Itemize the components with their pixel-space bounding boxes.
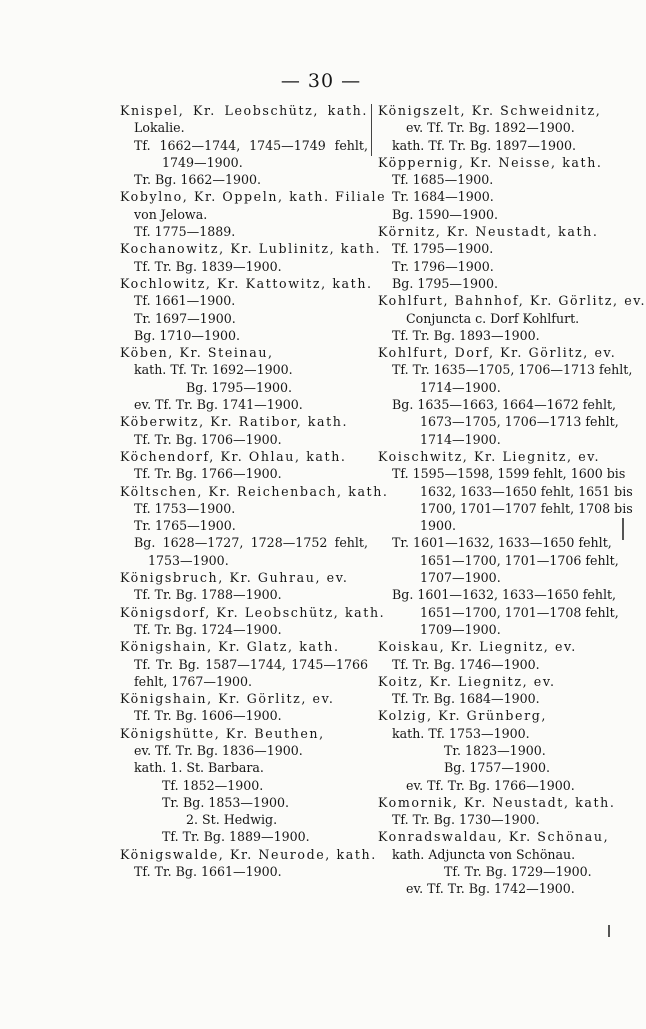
entry-line: Tf. 1795—1900. — [392, 241, 494, 257]
register-entry — [120, 188, 387, 240]
entry-heading: Kolzig, Kr. Grünberg, — [378, 708, 547, 724]
entry-line: ev. Tf. Tr. Bg. 1836—1900. — [134, 742, 303, 758]
entry-heading: Königsbruch, Kr. Guhrau, ev. — [120, 570, 349, 586]
entry-heading: Kohlfurt, Bahnhof, Kr. Görlitz, ev. — [378, 293, 646, 309]
entry-line: Tr. 1823—1900. — [444, 742, 546, 758]
register-entry — [378, 223, 618, 292]
entry-line: Bg. 1710—1900. — [134, 327, 241, 343]
entry-heading: Körnitz, Kr. Neustadt, kath. — [378, 224, 599, 240]
entry-heading: Köppernig, Kr. Neisse, kath. — [378, 154, 603, 170]
register-entry — [378, 707, 618, 793]
entry-line: 1753—1900. — [148, 552, 229, 568]
right-column — [378, 102, 646, 898]
entry-line: Tf. Tr. 1635—1705, 1706—1713 fehlt, — [392, 362, 633, 378]
entry-line: Tf. Tr. Bg. 1606—1900. — [134, 708, 282, 724]
register-entry — [378, 448, 633, 638]
entry-line: Tf. Tr. Bg. 1788—1900. — [134, 587, 282, 603]
entry-heading: Kochanowitz, Kr. Lublinitz, kath. — [120, 241, 382, 257]
entry-line: Tr. 1601—1632, 1633—1650 fehlt, — [392, 535, 612, 551]
entry-line: Tf. Tr. Bg. 1684—1900. — [392, 691, 540, 707]
register-entry — [120, 240, 382, 275]
entry-heading: Koitz, Kr. Liegnitz, ev. — [378, 673, 556, 689]
register-entry — [120, 690, 368, 725]
entry-heading: Königswalde, Kr. Neurode, kath. — [120, 846, 377, 862]
entry-line: Bg. 1795—1900. — [392, 275, 499, 291]
register-entry — [378, 673, 618, 708]
entry-line: 1709—1900. — [420, 621, 501, 637]
entry-line: Tr. 1765—1900. — [134, 518, 236, 534]
register-entry — [120, 725, 368, 846]
entry-line: ev. Tf. Tr. Bg. 1766—1900. — [406, 777, 575, 793]
entry-line: Tr. Bg. 1853—1900. — [162, 794, 290, 810]
entry-line: 1714—1900. — [420, 431, 501, 447]
entry-line: Tf. Tr. Bg. 1893—1900. — [392, 327, 540, 343]
entry-line: Bg. 1590—1900. — [392, 206, 499, 222]
entry-line: Tf. Tr. Bg. 1661—1900. — [134, 864, 282, 880]
entry-line: Tf. Tr. Bg. 1839—1900. — [134, 258, 282, 274]
register-entry — [378, 292, 646, 344]
entry-line: 1700, 1701—1707 fehlt, 1708 bis — [420, 500, 633, 516]
entry-line: Tf. Tr. Bg. 1766—1900. — [134, 466, 282, 482]
entry-heading: Konradswaldau, Kr. Schönau, — [378, 829, 610, 845]
entry-heading: Königshütte, Kr. Beuthen, — [120, 725, 325, 741]
entry-line: Tf. 1595—1598, 1599 fehlt, 1600 bis — [392, 466, 626, 482]
entry-line: Tf. Tr. Bg. 1746—1900. — [392, 656, 540, 672]
entry-line: Tr. 1684—1900. — [392, 189, 494, 205]
entry-line: Tf. 1661—1900. — [134, 293, 236, 309]
register-entry — [120, 275, 373, 344]
entry-line: kath. Tf. Tr. 1692—1900. — [134, 362, 293, 378]
entry-line: 1651—1700, 1701—1706 fehlt, — [420, 552, 619, 568]
entry-heading: Kochlowitz, Kr. Kattowitz, kath. — [120, 275, 373, 291]
entry-line: 2. St. Hedwig. — [186, 812, 278, 828]
register-entry — [378, 828, 618, 897]
entry-line: ev. Tf. Tr. Bg. 1892—1900. — [406, 120, 575, 136]
entry-line: kath. 1. St. Barbara. — [134, 760, 264, 776]
entry-line: 1707—1900. — [420, 570, 501, 586]
entry-heading: Kobylno, Kr. Oppeln, kath. Filiale — [120, 189, 387, 205]
register-entry — [378, 154, 618, 223]
entry-line: 1749—1900. — [162, 154, 243, 170]
entry-heading: Köben, Kr. Steinau, — [120, 345, 274, 361]
entry-line: Bg. 1601—1632, 1633—1650 fehlt, — [392, 587, 617, 603]
entry-heading: Koischwitz, Kr. Liegnitz, ev. — [378, 448, 601, 464]
register-entry — [120, 638, 368, 690]
entry-heading: Köberwitz, Kr. Ratibor, kath. — [120, 414, 349, 430]
entry-line: Tf. 1685—1900. — [392, 172, 494, 188]
entry-line: Tf. Tr. Bg. 1587—1744, 1745—1766 — [134, 656, 368, 672]
entry-heading: Königszelt, Kr. Schweidnitz, — [378, 103, 602, 118]
entry-line: ev. Tf. Tr. Bg. 1742—1900. — [406, 881, 575, 897]
entry-line: ev. Tf. Tr. Bg. 1741—1900. — [134, 397, 303, 413]
entry-line: Tf. Tr. Bg. 1730—1900. — [392, 812, 540, 828]
register-entry — [120, 604, 386, 639]
entry-line: Bg. 1795—1900. — [186, 379, 293, 395]
entry-line: Tf. 1775—1889. — [134, 224, 236, 240]
entry-heading: Königsdorf, Kr. Leobschütz, kath. — [120, 604, 386, 620]
entry-line: Tf. Tr. Bg. 1724—1900. — [134, 621, 282, 637]
entry-line: kath. Adjuncta von Schönau. — [392, 846, 576, 862]
register-entry — [378, 794, 618, 829]
entry-line: Conjuncta c. Dorf Kohlfurt. — [406, 310, 580, 326]
entry-line: Tf. Tr. Bg. 1706—1900. — [134, 431, 282, 447]
left-column — [120, 102, 389, 880]
entry-line: fehlt, 1767—1900. — [134, 673, 253, 689]
entry-line: Bg. 1757—1900. — [444, 760, 551, 776]
margin-mark — [622, 518, 624, 540]
entry-line: kath. Tf. Tr. Bg. 1897—1900. — [392, 137, 576, 153]
register-entry — [120, 448, 368, 483]
register-entry — [120, 102, 368, 188]
entry-heading: Költschen, Kr. Reichenbach, kath. — [120, 483, 389, 499]
entry-line: kath. Tf. 1753—1900. — [392, 725, 530, 741]
entry-heading: Kohlfurt, Dorf, Kr. Görlitz, ev. — [378, 345, 617, 361]
register-entry — [120, 483, 389, 569]
entry-line: Tf. 1662—1744, 1745—1749 fehlt, — [134, 137, 368, 153]
entry-line: Tf. Tr. Bg. 1729—1900. — [444, 864, 592, 880]
entry-line: Bg. 1635—1663, 1664—1672 fehlt, — [392, 397, 617, 413]
entry-line: Tr. 1796—1900. — [392, 258, 494, 274]
register-entry — [120, 846, 377, 881]
entry-line: Tf. 1753—1900. — [134, 500, 236, 516]
page-number: — 30 — — [280, 70, 362, 92]
entry-line: 1900. — [420, 518, 457, 534]
register-entry — [120, 413, 368, 448]
entry-line: 1651—1700, 1701—1708 fehlt, — [420, 604, 619, 620]
entry-line: Tf. 1852—1900. — [162, 777, 264, 793]
entry-line: Tr. Bg. 1662—1900. — [134, 172, 262, 188]
entry-line: von Jelowa. — [134, 206, 208, 222]
entry-line: Bg. 1628—1727, 1728—1752 fehlt, — [134, 535, 368, 551]
entry-line: Tr. 1697—1900. — [134, 310, 236, 326]
margin-mark — [608, 925, 610, 937]
register-entry — [378, 102, 618, 154]
entry-heading: Knispel, Kr. Leobschütz, kath. — [120, 103, 368, 118]
entry-heading: Königshain, Kr. Glatz, kath. — [120, 639, 340, 655]
entry-line: Tf. Tr. Bg. 1889—1900. — [162, 829, 310, 845]
entry-heading: Königshain, Kr. Görlitz, ev. — [120, 691, 335, 707]
register-entry — [120, 344, 368, 413]
entry-line: 1714—1900. — [420, 379, 501, 395]
entry-line: 1673—1705, 1706—1713 fehlt, — [420, 414, 619, 430]
entry-heading: Köchendorf, Kr. Ohlau, kath. — [120, 448, 347, 464]
entry-line: Lokalie. — [134, 120, 185, 136]
register-entry — [120, 569, 368, 604]
column-divider — [371, 104, 372, 156]
entry-heading: Koiskau, Kr. Liegnitz, ev. — [378, 639, 577, 655]
register-entry — [378, 344, 633, 448]
entry-line: 1632, 1633—1650 fehlt, 1651 bis — [420, 483, 633, 499]
register-entry — [378, 638, 618, 673]
entry-heading: Komornik, Kr. Neustadt, kath. — [378, 794, 616, 810]
